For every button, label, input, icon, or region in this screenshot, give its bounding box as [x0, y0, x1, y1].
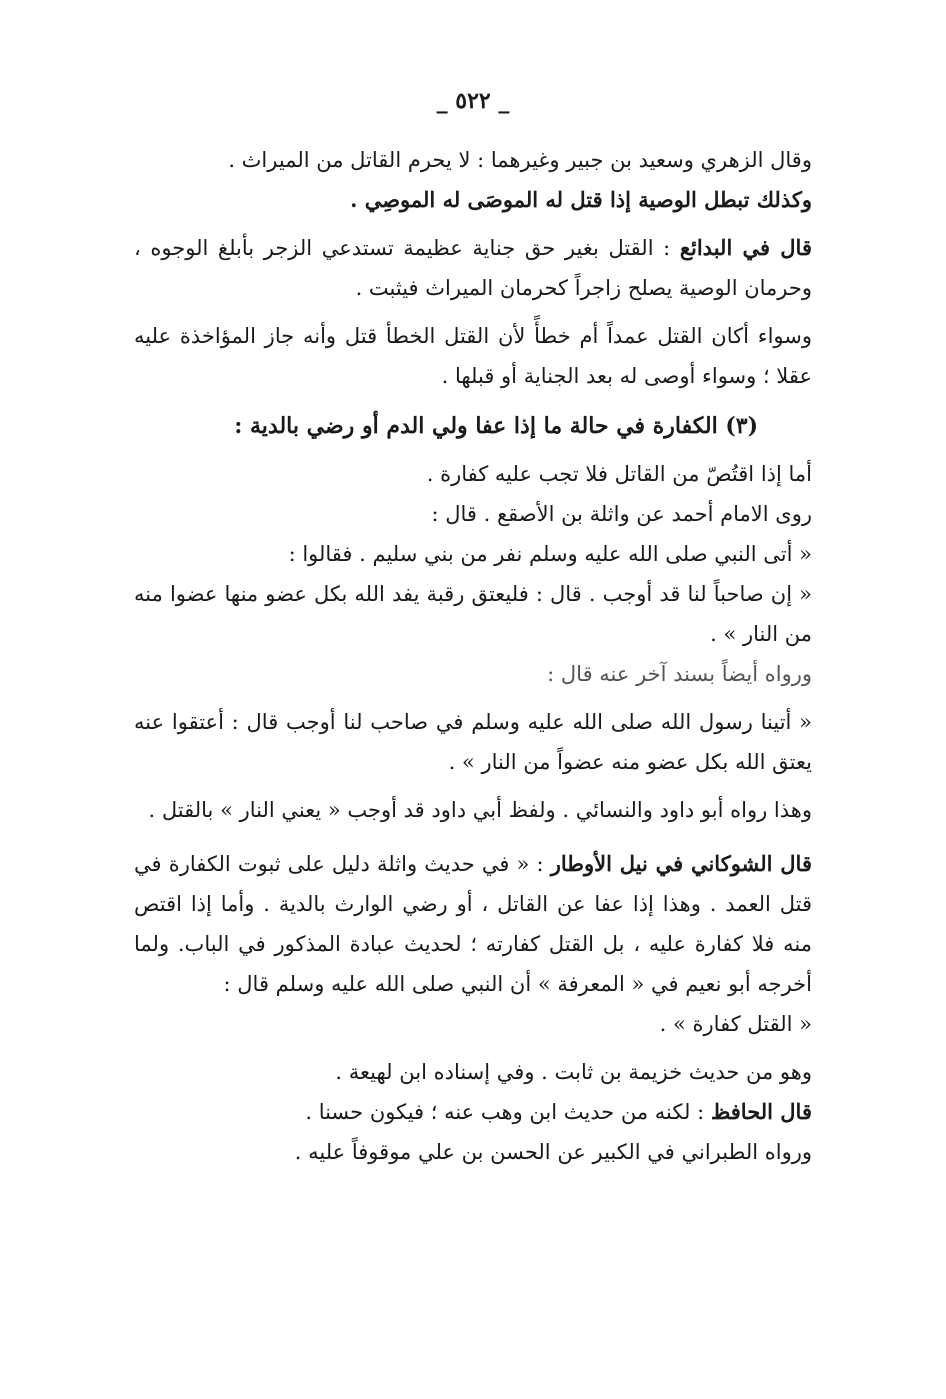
page-body — [134, 140, 812, 1172]
paragraph: وقال الزهري وسعيد بن جبير وغيرهما : لا يحرم القاتل من الميراث . — [228, 148, 812, 172]
paragraph: وكذلك تبطل الوصية إذا قتل له الموصَى له الموصِي . — [350, 187, 812, 212]
paragraph: « القتل كفارة » . — [659, 1012, 812, 1036]
paragraph: « أتى النبي صلى الله عليه وسلم نفر من بني سليم . فقالوا : — [288, 542, 812, 566]
paragraph-lead: قال الحافظ — [710, 1099, 812, 1124]
section-heading: (٣) الكفارة في حالة ما إذا عفا ولي الدم أو رضي بالدية : — [234, 413, 758, 439]
paragraph: « أتينا رسول الله صلى الله عليه وسلم في صاحب لنا أوجب قال : أعتقوا عنه يعتق الله بكل عضو منه عضواً من النار » . — [134, 710, 812, 774]
paragraph: روى الامام أحمد عن واثلة بن الأصقع . قال : — [431, 502, 812, 526]
paragraph: قال في البدائع : القتل بغير حق جناية عظيمة تستدعي الزجر بأبلغ الوجوه ، وحرمان الوصية يصلح زاجراً كحرمان الميراث فيثبت . — [134, 235, 812, 300]
paragraph: « إن صاحباً لنا قد أوجب . قال : فليعتق رقبة يفد الله بكل عضو منها عضوا منه من النار » . — [134, 582, 812, 646]
paragraph: وهذا رواه أبو داود والنسائي . ولفظ أبي داود قد أوجب « يعني النار » بالقتل . — [148, 798, 812, 822]
paragraph-lead: قال الشوكاني في نيل الأوطار — [550, 851, 812, 876]
paragraph: قال الشوكاني في نيل الأوطار : « في حديث واثلة دليل على ثبوت الكفارة في قتل العمد . وهذا إذا عفا عن القاتل ، أو رضي الوارث بالدية . وأما إذا اقتص منه فلا كفارة عليه ، بل القتل كفارته ؛ لحديث عبادة المذكور في الباب. ولما أخرجه أبو نعيم في « المعرفة » أن النبي صلى الله عليه وسلم قال : — [134, 851, 812, 996]
paragraph: أما إذا اقتُصّ من القاتل فلا تجب عليه كفارة . — [426, 462, 812, 486]
paragraph: ورواه أيضاً بسند آخر عنه قال : — [547, 662, 812, 686]
paragraph: ورواه الطبراني في الكبير عن الحسن بن علي موقوفاً عليه . — [294, 1140, 812, 1164]
paragraph-lead: قال في البدائع — [679, 235, 812, 260]
paragraph: قال الحافظ : لكنه من حديث ابن وهب عنه ؛ فيكون حسنا . — [305, 1099, 812, 1124]
page-number: _ ٥٢٢ _ — [436, 88, 510, 114]
paragraph: وهو من حديث خزيمة بن ثابت . وفي إسناده ابن لهيعة . — [335, 1060, 812, 1084]
paragraph: وسواء أكان القتل عمداً أم خطأً لأن القتل الخطأ قتل وأنه جاز المؤاخذة عليه عقلا ؛ وسواء أوصى له بعد الجناية أو قبلها . — [134, 324, 812, 388]
